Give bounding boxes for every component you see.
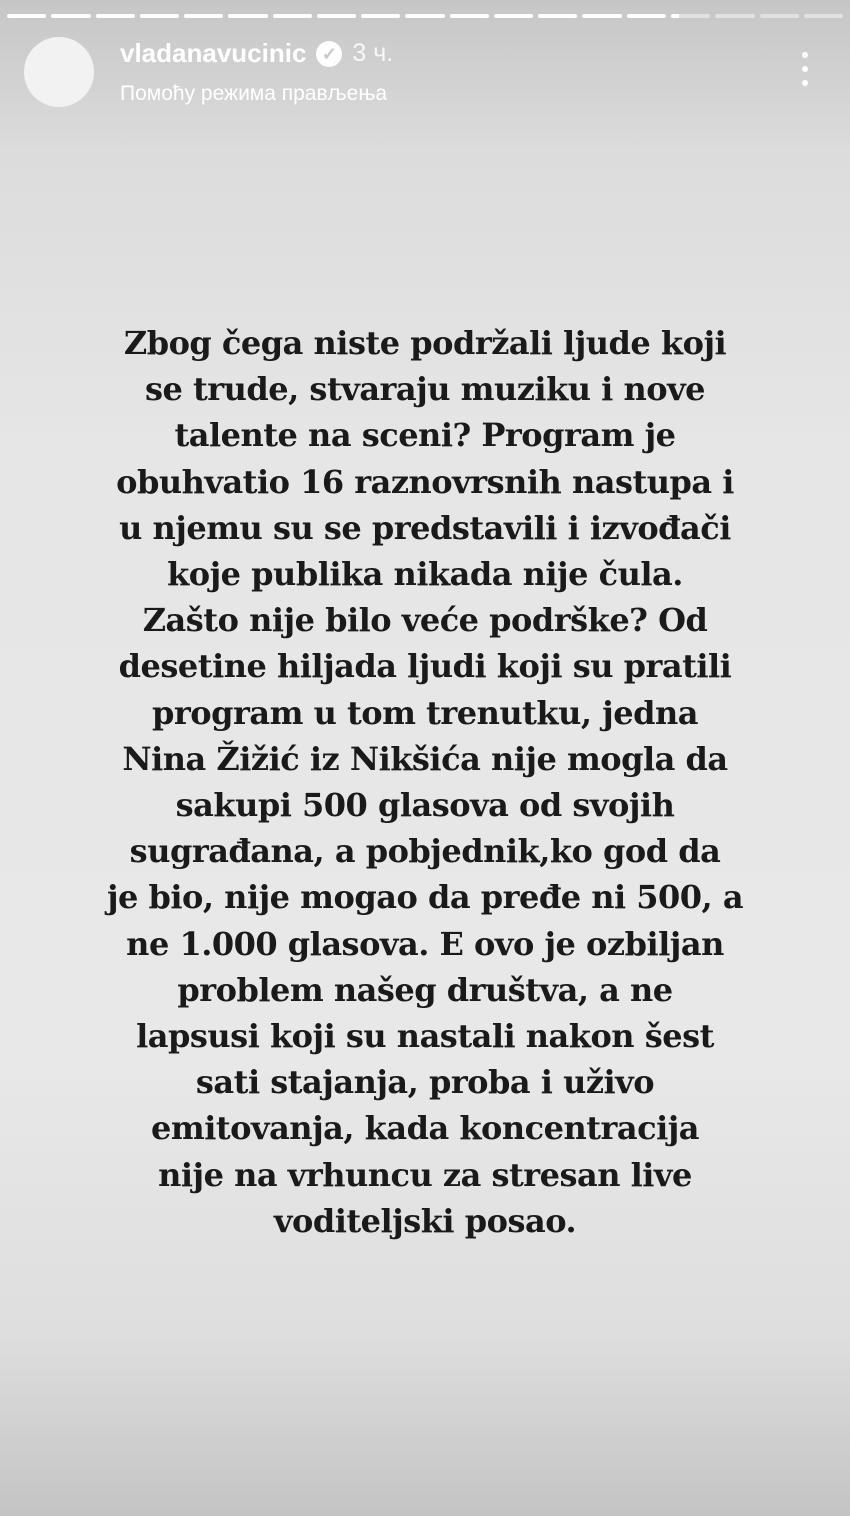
progress-segment [715,14,754,18]
story-text-line: Zbog čega niste podržali ljude koji [123,324,727,362]
story-text-line: koje publika nikada nije čula. [167,555,683,594]
timestamp: 3 ч. [352,39,394,67]
story-subtitle[interactable]: Помоћу режима прављења [120,82,388,105]
progress-segment [494,14,533,18]
username[interactable]: vladanavucinic [120,38,307,68]
progress-segment [760,14,799,18]
progress-segment [96,14,135,18]
verified-badge-icon: ✓ [316,41,342,67]
story-text-line: obuhvatio 16 raznovrsnih nastupa i [116,462,734,501]
progress-segment [273,14,312,18]
story-text-line: problem našeg društva, a ne [177,970,673,1009]
story-text-line: Nina Žižić iz Nikšića nije mogla da [122,739,728,778]
progress-segment [450,14,489,18]
story-text-line: talente na sceni? Program je [174,416,676,455]
story-text-line: desetine hiljada ljudi koji su pratili [118,647,732,686]
story-text-line: emitovanja, kada koncentracija [150,1109,700,1148]
progress-segment [627,14,666,18]
avatar[interactable] [24,37,94,107]
story-text-line: program u tom trenutku, jedna [152,693,698,732]
story-text-line: voditeljski posao. [273,1201,577,1240]
progress-segment [140,14,179,18]
story-progress-bar [7,14,843,18]
story-text-line: lapsusi koji su nastali nakon šest [136,1017,714,1056]
story-text-line: sati stajanja, proba i uživo [195,1063,655,1102]
story-text-line: sugrađana, a pobjednik,ko god da [129,832,721,871]
progress-segment [405,14,444,18]
story-text-line: sakupi 500 glasova od svojih [175,786,675,825]
story-text-line: se trude, stvaraju muziku i nove [144,370,706,409]
progress-segment [804,14,843,18]
story-text-line: ne 1.000 glasova. E ovo je ozbiljan [126,924,724,963]
progress-segment [228,14,267,18]
progress-segment [51,14,90,18]
story-text-line: je bio, nije mogao da pređe ni 500, a [106,878,744,917]
progress-segment [7,14,46,18]
progress-segment [184,14,223,18]
progress-segment [317,14,356,18]
story-text-line: Zašto nije bilo veće podrške? Od [142,601,708,640]
progress-segment [671,14,710,18]
progress-segment [361,14,400,18]
progress-segment [538,14,577,18]
progress-segment [582,14,621,18]
story-text-line: nije na vrhuncu za stresan live [158,1155,692,1194]
story-header [120,38,393,69]
more-vertical-icon[interactable] [802,52,808,86]
story-text-line: u njemu su se predstavili i izvođači [119,508,731,547]
story-text [0,320,850,1244]
